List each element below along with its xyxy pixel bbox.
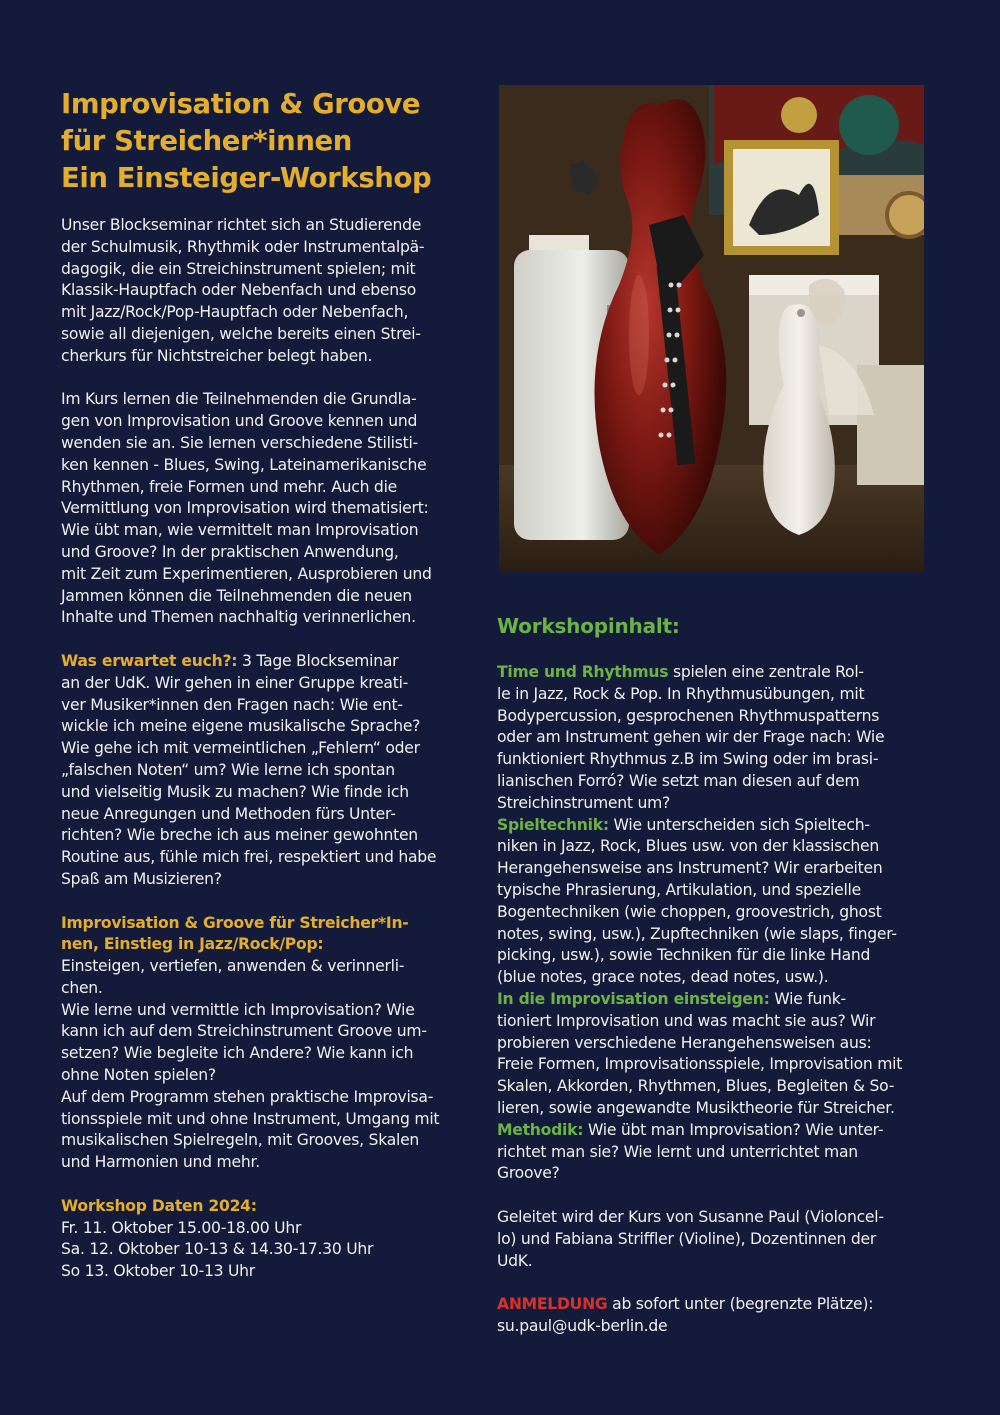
course-heading-1: Improvisation & Groove für Streicher*In- (61, 913, 409, 932)
dates-section (61, 1196, 473, 1283)
time-label: Time und Rhythmus (497, 663, 669, 681)
date-item: So 13. Oktober 10-13 Uhr (61, 1262, 255, 1281)
course-section: Improvisation & Groove für Streicher*In- nen, Einstieg in Jazz/Rock/Pop: Einsteigen, vertiefen, anwenden & verinnerli- chen. Wie lerne und vermittle ich Improvisation? Wie kann ich auf dem Streichinstrument Groove um- setzen? Wie begleite ich Andere? Wie kann ich ohne Noten spielen? Auf dem Programm stehen praktische Improvisa- tionsspiele mit und ohne Instrument, Umgang mit musikalischen Spielregeln, mit Grooves, Skalen und Harmonien und mehr. (61, 913, 473, 1175)
title-line-2: für Streicher*innen (61, 125, 352, 157)
title-line-1: Improvisation & Groove (61, 88, 421, 120)
workshop-content-heading: Workshopinhalt: (497, 614, 680, 638)
lead-paragraph: Geleitet wird der Kurs von Susanne Paul (Violoncel- lo) und Fabiana Striffler (Violine), Dozentinnen der UdK. (497, 1207, 884, 1270)
method-label: Methodik: (497, 1120, 584, 1139)
expect-heading: Was erwartet euch? (61, 651, 232, 670)
date-item: Sa. 12. Oktober 10-13 & 14.30-17.30 Uhr (61, 1240, 374, 1259)
date-item: Fr. 11. Oktober 15.00-18.00 Uhr (61, 1218, 302, 1237)
signup-label: ANMELDUNG (497, 1295, 608, 1314)
content-time-section: Time und Rhythmus spielen eine zentrale Rol- le in Jazz, Rock & Pop. In Rhythmusübungen, mit Bodypercussion, gesprochenen Rhythmuspatterns oder am Instrument gehen wir der Frage nach: Wie funktioniert Rhythmus z.B im Swing oder im brasi- lianischen Forró? Wie setzt man diesen auf dem Streichinstrument um? Spieltechnik: Wie unterscheiden sich Spieltech- niken in Jazz, Rock, Blues usw. von der klassischen Herangehensweise ans Instrument? Wir erarbeiten typische Phrasierung, Artikulation, und spezielle Bogentechniken (wie choppen, groovestrich, ghost notes, swing, usw.), Zupftechniken (wie slaps, finger- picking, usw.), sowie Techniken für die linke Hand (blue notes, grace notes, dead notes, usw.). In die Improvisation einsteigen: Wie funk- tioniert Improvisation und was macht sie aus? Wir probieren verschiedene Herangehensweisen aus: Freie Formen, Improvisationsspiele, Improvisation mit Skalen, Akkorden, Rhythmen, Blues, Begleiten & So- lieren, sowie angewandte Musiktheorie für Streicher. Methodik: Wie übt man Improvisation? Wie unter- richtet man sie? Wie lernt und unterrichtet man Groove? (497, 663, 903, 1183)
signup-section: ANMELDUNG ab sofort unter (begrenzte Plätze): su.paul@udk-berlin.de (497, 1294, 937, 1338)
technique-label: Spieltechnik: (497, 815, 609, 834)
left-column (61, 86, 473, 1283)
cello-cases-photo (499, 85, 924, 572)
intro-paragraph-1: Unser Blockseminar richtet sich an Studierende der Schulmusik, Rhythmik oder Instrumentalpä- dagogik, die ein Streichinstrument spielen; mit Klassik-Hauptfach oder Nebenfach und ebenso mit Jazz/Rock/Pop-Hauptfach oder Nebenfach, sowie all diejenigen, welche bereits einen Strei- cherkurs für Nichtstreicher belegt haben. (61, 216, 425, 365)
intro-paragraph-2: Im Kurs lernen die Teilnehmenden die Grundla- gen von Improvisation und Groove kennen und wenden sie an. Sie lernen verschiedene Stilisti- ken kennen - Blues, Swing, Lateinamerikanische Rhythmen, freie Formen und mehr. Auch die Vermittlung von Improvisation wird thematisiert: Wie übt man, wie vermittelt man Improvisation und Groove? In der praktischen Anwendung, mit Zeit zum Experimentieren, Ausprobieren und Jammen können die Teilnehmenden die neuen Inhalte und Themen nachhaltig verinnerlichen. (61, 390, 432, 627)
right-column (497, 612, 937, 1338)
page-title (61, 86, 473, 197)
dates-heading: Workshop Daten 2024: (61, 1196, 257, 1215)
photo-illustration (499, 85, 924, 572)
course-heading-2: nen, Einstieg in Jazz/Rock/Pop: (61, 935, 324, 954)
title-line-3: Ein Einsteiger-Workshop (61, 162, 432, 194)
signup-email-link[interactable]: su.paul@udk-berlin.de (497, 1316, 668, 1335)
expect-section: Was erwartet euch?: 3 Tage Blockseminar an der UdK. Wir gehen in einer Gruppe kreati- ver Musiker*innen den Fragen nach: Wie ent- wickle ich meine eigene musikalische Sprache? Wie gehe ich mit vermeintlichen „Fehlern“ oder „falschen Noten“ um? Wie lerne ich spontan und vielseitig Musik zu machen? Wie finde ich neue Anregungen und Methoden fürs Unter- richten? Wie breche ich aus meiner gewohnten Routine aus, fühle mich frei, respektiert und habe Spaß am Musizieren? (61, 651, 437, 888)
improv-label: In die Improvisation einsteigen: (497, 989, 770, 1008)
